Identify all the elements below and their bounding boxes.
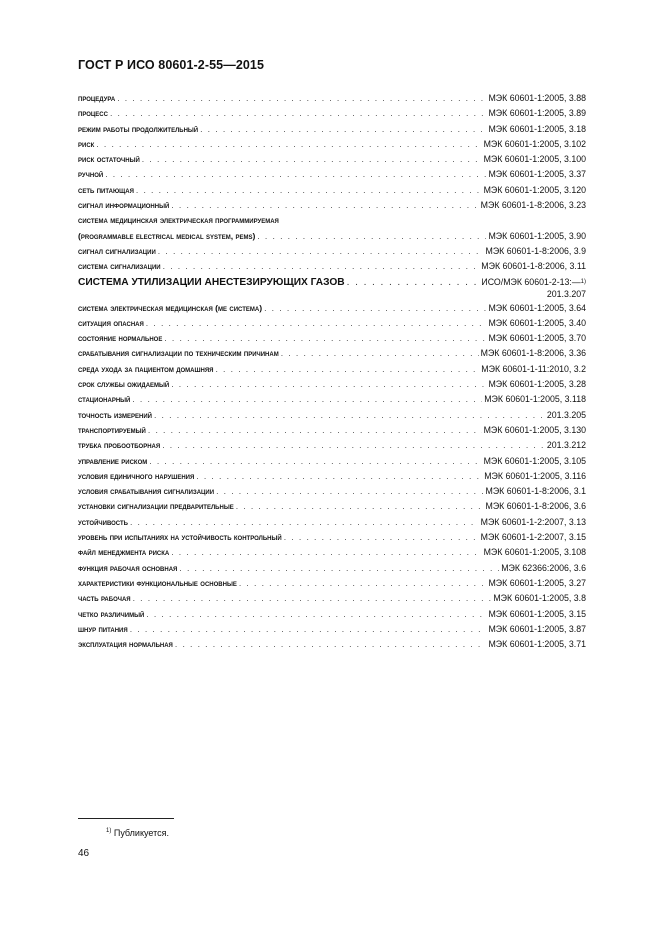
entry-reference: МЭК 60601-1:2005, 3.40 <box>488 317 586 328</box>
index-entry <box>78 622 586 637</box>
entry-reference: МЭК 60601-1:2005, 3.27 <box>488 577 586 588</box>
entry-term: файл менеджмента риска <box>78 547 170 558</box>
entry-term: уровень при испытаниях на устойчивость контрольный <box>78 532 282 543</box>
index-entry <box>78 530 586 545</box>
entry-term: транспортируемый <box>78 424 146 435</box>
entry-term: сеть питающая <box>78 184 134 195</box>
index-entry <box>78 331 586 346</box>
index-entry <box>78 275 586 301</box>
entry-term: система электрическая медицинская (me система) <box>78 302 263 313</box>
entry-reference: МЭК 60601-1:2005, 3.118 <box>484 394 586 405</box>
footnote <box>106 828 169 838</box>
entry-reference: МЭК 60601-1:2005, 3.88 <box>488 93 586 103</box>
entry-reference: МЭК 60601-1:2005, 3.108 <box>483 547 586 558</box>
leader-dots <box>110 106 487 121</box>
entry-term: состояние нормальное <box>78 333 163 344</box>
index-entry <box>78 499 586 514</box>
entry-term: условия единичного нарушения <box>78 470 195 481</box>
entry-term: система медицинская электрическая программируемая <box>78 215 279 226</box>
entry-reference: МЭК 60601-1:2005, 3.18 <box>488 123 586 134</box>
index-entry <box>78 545 586 560</box>
leader-dots <box>163 259 480 274</box>
index-entry <box>78 362 586 377</box>
entry-reference: МЭК 60601-1:2005, 3.64 <box>488 302 586 313</box>
entry-reference: МЭК 60601-1:2005, 3.120 <box>483 184 586 195</box>
leader-dots <box>257 229 486 244</box>
entry-reference: МЭК 60601-1:2005, 3.8 <box>493 593 586 604</box>
leader-dots <box>171 377 486 392</box>
index-entries <box>78 91 586 652</box>
entry-term: (programmable electrical medical system, pems) <box>78 230 256 241</box>
entry-reference: 201.3.205 <box>546 409 586 420</box>
entry-reference: МЭК 60601-1:2005, 3.100 <box>483 154 586 165</box>
index-entry <box>78 392 586 407</box>
leader-dots <box>236 499 484 514</box>
entry-reference: МЭК 60601-1:2005, 3.116 <box>484 470 586 481</box>
entry-reference: МЭК 60601-1:2005, 3.87 <box>488 623 586 634</box>
entry-term: шнур питания <box>78 623 128 634</box>
entry-term: трубка пробоотборная <box>78 440 161 451</box>
leader-dots <box>171 545 481 560</box>
entry-reference: МЭК 60601-1-2:2007, 3.13 <box>480 516 586 527</box>
index-entry <box>78 301 586 316</box>
index-entry <box>78 183 586 198</box>
index-entry <box>78 408 586 423</box>
entry-term: среда ухода за пациентом домашняя <box>78 363 214 374</box>
index-entry <box>78 423 586 438</box>
entry-term: ситуация опасная <box>78 317 144 328</box>
entry-term: сигнал информационный <box>78 200 170 211</box>
entry-reference: МЭК 60601-1:2005, 3.102 <box>483 138 586 149</box>
entry-reference: МЭК 60601-1-8:2006, 3.11 <box>481 261 586 272</box>
leader-dots <box>239 576 487 591</box>
entry-term: точность измерений <box>78 409 152 420</box>
entry-term: четко различимый <box>78 608 145 619</box>
leader-dots <box>136 183 482 198</box>
entry-term: СИСТЕМА УТИЛИЗАЦИИ АНЕСТЕЗИРУЮЩИХ ГАЗОВ <box>78 276 345 288</box>
footnote-text: Публикуется. <box>113 828 169 838</box>
index-entry <box>78 198 586 213</box>
index-entry <box>78 316 586 331</box>
leader-dots <box>105 167 486 182</box>
entry-term: стационарный <box>78 394 131 405</box>
entry-reference: МЭК 60601-1-2:2007, 3.15 <box>480 532 586 543</box>
index-entry <box>78 438 586 453</box>
leader-dots <box>142 152 482 167</box>
index-entry <box>78 637 586 652</box>
leader-dots <box>215 362 479 377</box>
entry-reference-line1: ИСО/МЭК 60601-2-13:— <box>481 276 581 287</box>
entry-reference: МЭК 60601-1-11:2010, 3.2 <box>481 363 586 374</box>
entry-term: эксплуатация нормальная <box>78 639 173 650</box>
entry-reference: МЭК 60601-1-8:2006, 3.1 <box>485 486 586 497</box>
entry-term: система сигнализации <box>78 261 161 272</box>
entry-reference: МЭК 60601-1:2005, 3.37 <box>488 169 586 180</box>
entry-reference: МЭК 60601-1:2005, 3.105 <box>483 455 586 466</box>
document-header: ГОСТ Р ИСО 80601-2-55—2015 <box>78 58 265 72</box>
index-entry <box>78 167 586 182</box>
leader-dots <box>281 346 479 361</box>
leader-dots <box>148 423 482 438</box>
index-entry <box>78 561 586 576</box>
entry-term: функция рабочая основная <box>78 562 178 573</box>
entry-reference: МЭК 62366:2006, 3.6 <box>501 562 586 573</box>
entry-term: процедура <box>78 93 116 103</box>
entry-term: процесс <box>78 108 108 119</box>
leader-dots <box>347 275 480 290</box>
entry-reference: МЭК 60601-1:2005, 3.130 <box>483 424 586 435</box>
leader-dots <box>117 91 486 106</box>
entry-reference: МЭК 60601-1:2005, 3.28 <box>488 379 586 390</box>
leader-dots <box>162 438 545 453</box>
entry-term: сигнал сигнализации <box>78 245 156 256</box>
index-entry <box>78 152 586 167</box>
leader-dots <box>130 515 479 530</box>
index-entry <box>78 515 586 530</box>
leader-dots <box>146 316 487 331</box>
index-entry <box>78 91 586 106</box>
leader-dots <box>284 530 479 545</box>
entry-reference: МЭК 60601-1:2005, 3.89 <box>488 108 586 119</box>
index-entry <box>78 244 586 259</box>
entry-reference-line2: 201.3.207 <box>546 288 586 299</box>
index-entry <box>78 229 586 244</box>
index-entry <box>78 259 586 274</box>
index-entry <box>78 106 586 121</box>
leader-dots <box>164 331 486 346</box>
entry-term: характеристики функциональные основные <box>78 577 237 588</box>
leader-dots <box>216 484 483 499</box>
leader-dots <box>171 198 478 213</box>
leader-dots <box>130 622 487 637</box>
entry-term: риск <box>78 138 95 149</box>
entry-reference: МЭК 60601-1:2005, 3.90 <box>488 230 586 241</box>
entry-term: управление риском <box>78 455 148 466</box>
index-entry <box>78 377 586 392</box>
entry-term: устойчивость <box>78 516 128 527</box>
leader-dots <box>179 561 499 576</box>
leader-dots <box>154 408 545 423</box>
footnote-marker: 1) <box>580 278 586 285</box>
leader-dots <box>96 137 481 152</box>
index-entry <box>78 576 586 591</box>
leader-dots <box>149 454 481 469</box>
index-entry <box>78 454 586 469</box>
leader-dots <box>264 301 486 316</box>
leader-dots <box>200 122 486 137</box>
leader-dots <box>132 392 482 407</box>
entry-term: срабатывания сигнализации по техническим причинам <box>78 348 279 359</box>
entry-term: установки сигнализации предварительные <box>78 501 234 512</box>
entry-reference: МЭК 60601-1-8:2006, 3.36 <box>480 348 586 359</box>
entry-term: условия срабатывания сигнализации <box>78 486 215 497</box>
index-entry <box>78 591 586 606</box>
footnote-separator <box>78 818 174 819</box>
entry-reference: МЭК 60601-1-8:2006, 3.9 <box>485 245 586 256</box>
entry-reference: МЭК 60601-1-8:2006, 3.23 <box>480 200 586 211</box>
entry-term: часть рабочая <box>78 593 131 604</box>
footnote-marker: 1) <box>106 828 112 834</box>
entry-reference <box>481 275 586 300</box>
index-entry <box>78 484 586 499</box>
index-entry <box>78 607 586 622</box>
index-entry <box>78 469 586 484</box>
entry-term: ручной <box>78 169 104 180</box>
leader-dots <box>196 469 482 484</box>
leader-dots <box>146 607 486 622</box>
entry-reference: 201.3.212 <box>546 440 586 451</box>
leader-dots <box>133 591 492 606</box>
entry-reference: МЭК 60601-1-8:2006, 3.6 <box>485 501 586 512</box>
index-entry <box>78 213 586 228</box>
entry-term: срок службы ожидаемый <box>78 379 170 390</box>
entry-reference: МЭК 60601-1:2005, 3.71 <box>488 639 586 650</box>
entry-term: режим работы продолжительный <box>78 123 199 134</box>
entry-term: риск остаточный <box>78 154 140 165</box>
index-entry <box>78 137 586 152</box>
entry-reference: МЭК 60601-1:2005, 3.70 <box>488 333 586 344</box>
index-entry <box>78 122 586 137</box>
leader-dots <box>158 244 484 259</box>
index-entry <box>78 346 586 361</box>
entry-reference: МЭК 60601-1:2005, 3.15 <box>488 608 586 619</box>
page-number: 46 <box>78 848 90 859</box>
leader-dots <box>175 637 487 652</box>
